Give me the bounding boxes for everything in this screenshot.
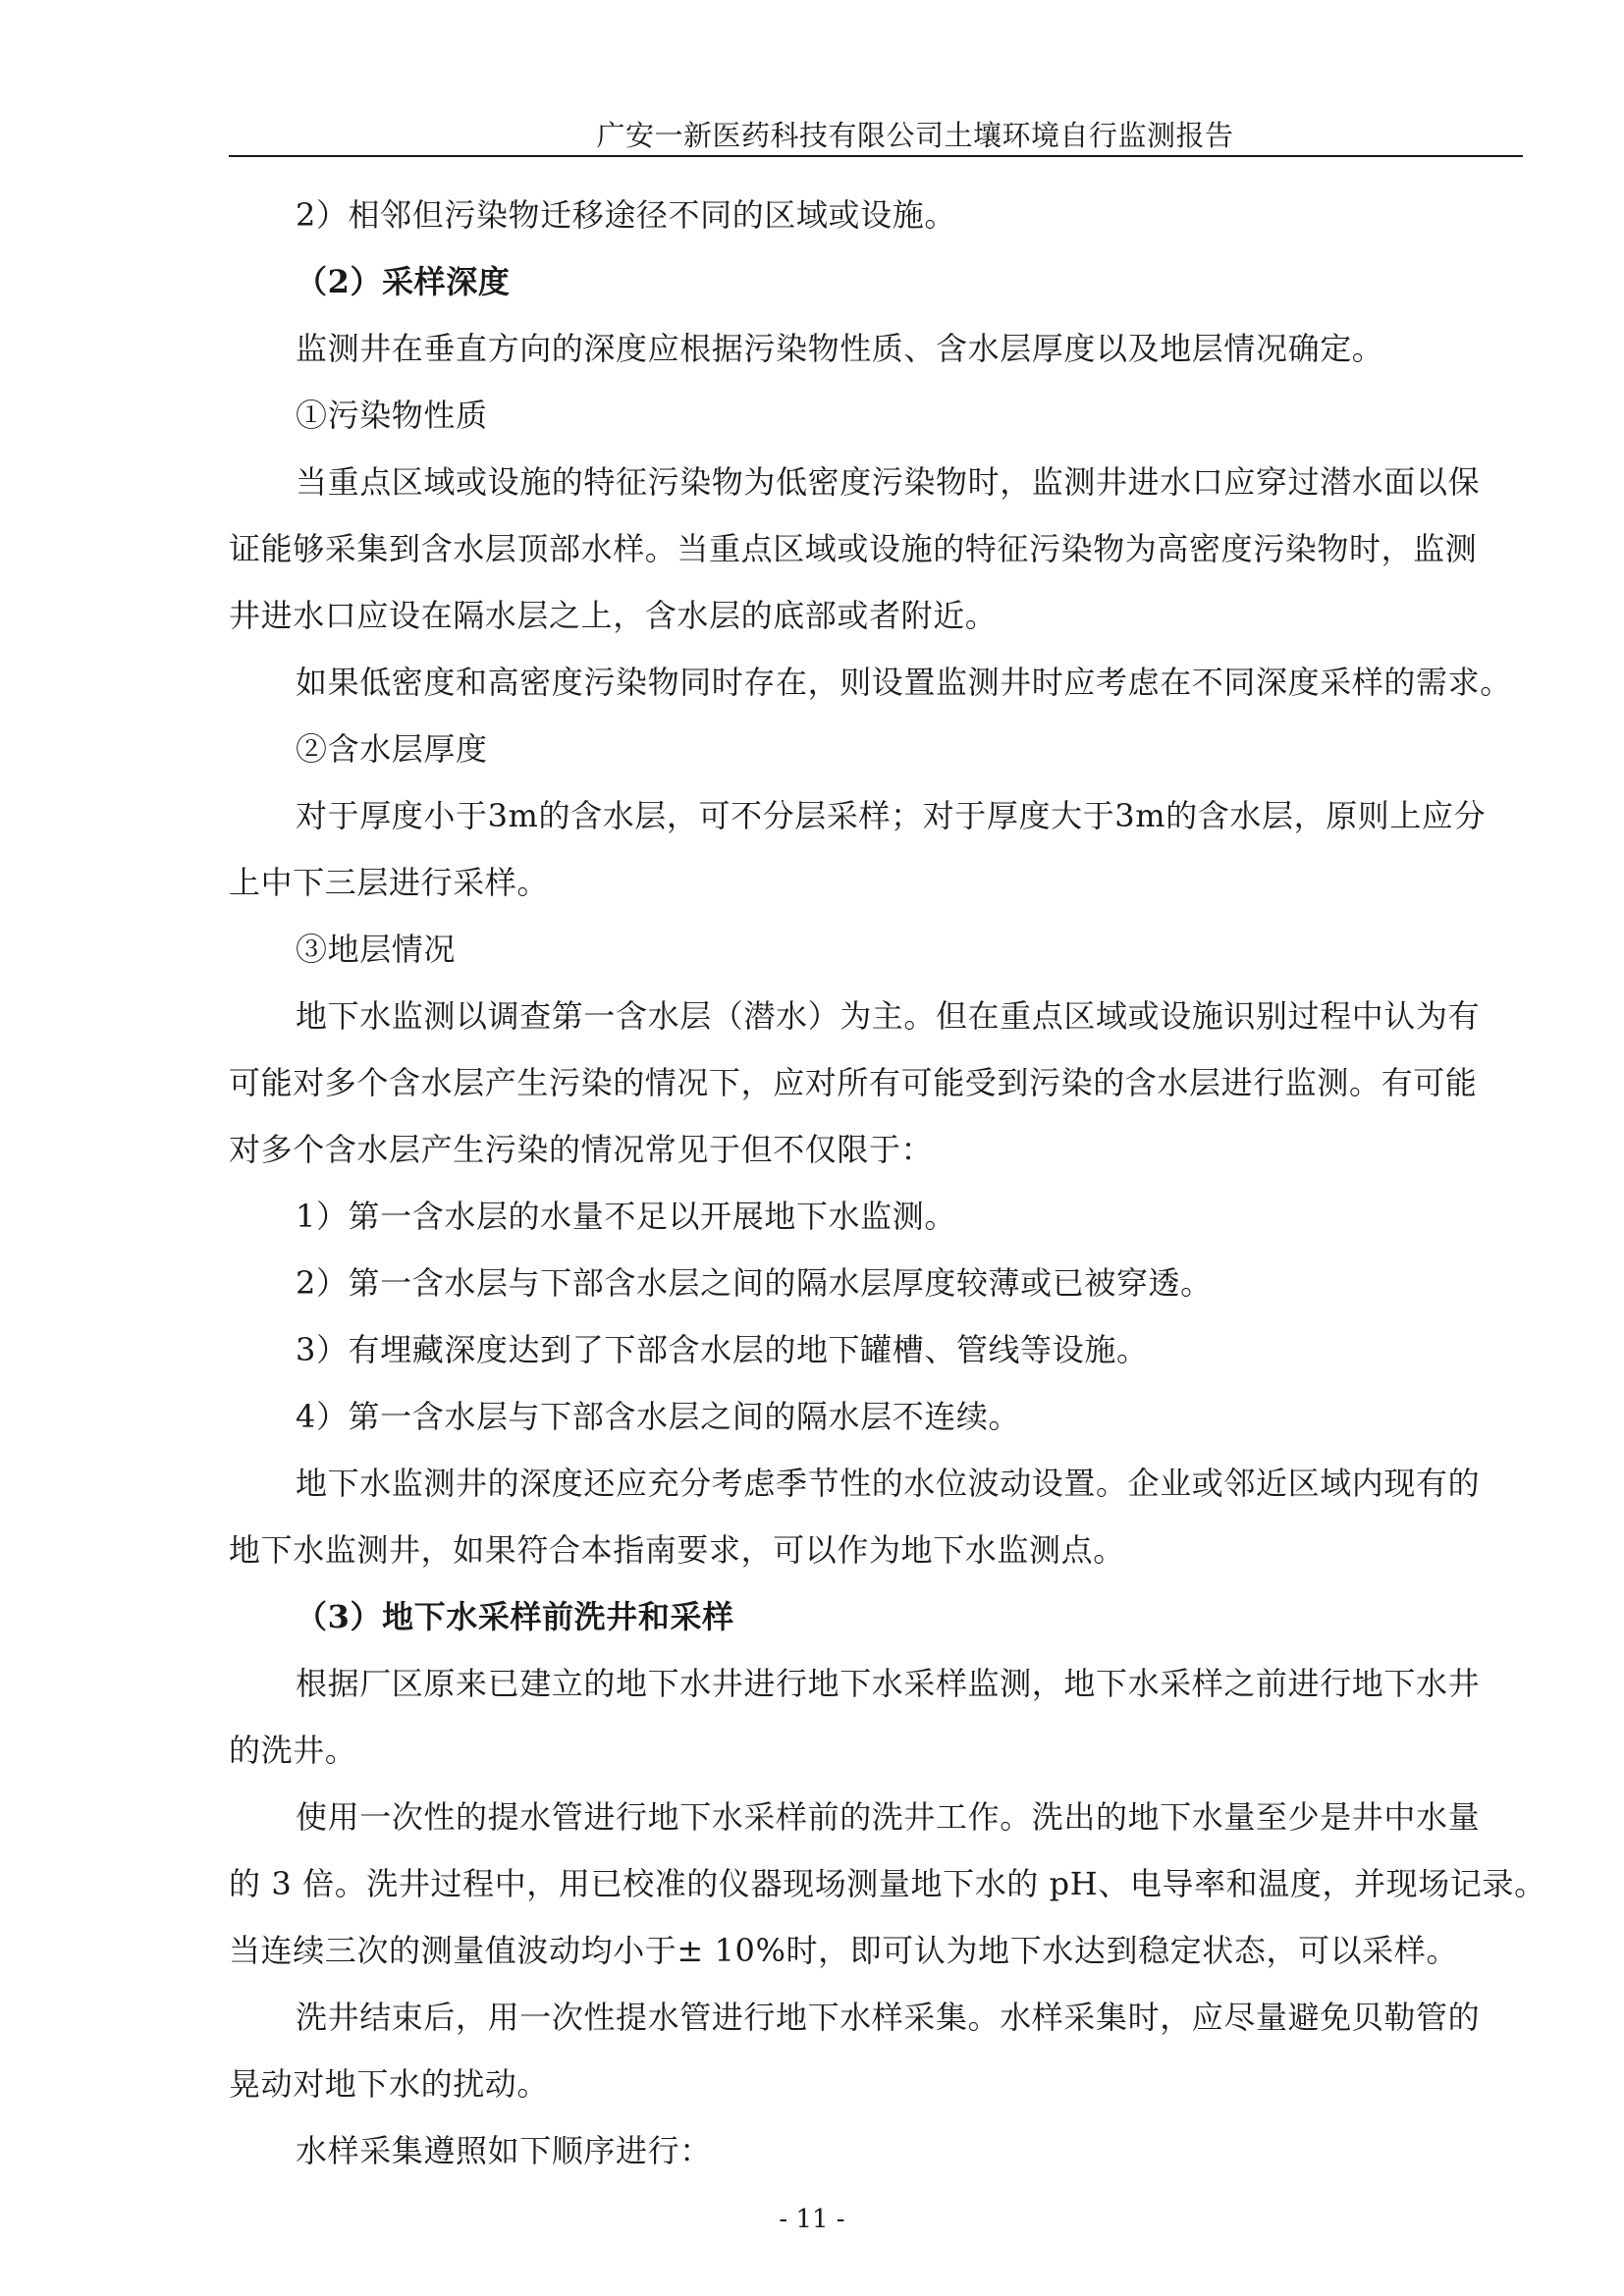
list-item: 1）第一含水层的水量不足以开展地下水监测。 <box>296 1198 956 1235</box>
list-item: 4）第一含水层与下部含水层之间的隔水层不连续。 <box>296 1398 1021 1435</box>
page-header <box>229 110 1523 157</box>
text-line: 的洗井。 <box>229 1732 357 1769</box>
text-line: 对多个含水层产生污染的情况常见于但不仅限于： <box>229 1131 934 1168</box>
paragraph-sample-collection <box>229 1995 1523 2108</box>
text-line: 的 3 倍。洗井过程中，用已校准的仪器现场测量地下水的 pH、电导率和温度，并现场记录。 <box>229 1865 1546 1902</box>
text-line: 根据厂区原来已建立的地下水井进行地下水采样监测，地下水采样之前进行地下水井 <box>296 1665 1481 1702</box>
text-line: 地下水监测井，如果符合本指南要求，可以作为地下水监测点。 <box>229 1531 1125 1569</box>
text-line: 当重点区域或设施的特征污染物为低密度污染物时，监测井进水口应穿过潜水面以保 <box>296 463 1481 501</box>
document-body <box>229 192 1546 2195</box>
paragraph: 监测井在垂直方向的深度应根据污染物性质、含水层厚度以及地层情况确定。 <box>296 330 1384 367</box>
text-line: 上中下三层进行采样。 <box>229 864 550 901</box>
paragraph-aquifer-thickness <box>229 793 1523 906</box>
subheading-aquifer-thickness: ②含水层厚度 <box>296 730 488 768</box>
list-item: 3）有埋藏深度达到了下部含水层的地下罐槽、管线等设施。 <box>296 1331 1149 1368</box>
text-line: 井进水口应设在隔水层之上，含水层的底部或者附近。 <box>229 597 998 634</box>
paragraph-groundwater-monitoring <box>229 993 1523 1173</box>
paragraph: 水样采集遵照如下顺序进行： <box>296 2132 712 2169</box>
section-heading-well-washing: （3）地下水采样前洗井和采样 <box>296 1598 734 1635</box>
paragraph-washing-procedure <box>229 1794 1546 1974</box>
text-line: 使用一次性的提水管进行地下水采样前的洗井工作。洗出的地下水量至少是井中水量 <box>296 1798 1481 1836</box>
text-line: 当连续三次的测量值波动均小于± 10%时，即可认为地下水达到稳定状态，可以采样。 <box>229 1932 1459 1969</box>
list-item: 2）第一含水层与下部含水层之间的隔水层厚度较薄或已被穿透。 <box>296 1264 1213 1302</box>
text-line: 洗井结束后，用一次性提水管进行地下水样采集。水样采集时，应尽量避免贝勒管的 <box>296 1999 1481 2036</box>
text-line: 证能够采集到含水层顶部水样。当重点区域或设施的特征污染物为高密度污染物时，监测 <box>229 530 1478 567</box>
text-line: 地下水监测井的深度还应充分考虑季节性的水位波动设置。企业或邻近区域内现有的 <box>296 1465 1481 1502</box>
paragraph-existing-wells <box>229 1661 1523 1774</box>
paragraph: 如果低密度和高密度污染物同时存在，则设置监测井时应考虑在不同深度采样的需求。 <box>296 664 1512 701</box>
subheading-stratum-conditions: ③地层情况 <box>296 931 457 968</box>
text-line: 可能对多个含水层产生污染的情况下，应对所有可能受到污染的含水层进行监测。有可能 <box>229 1064 1478 1101</box>
text-line: 晃动对地下水的扰动。 <box>229 2065 550 2103</box>
paragraph: 2）相邻但污染物迁移途径不同的区域或设施。 <box>296 196 956 234</box>
section-heading-sampling-depth: （2）采样深度 <box>296 263 511 300</box>
header-title: 广安一新医药科技有限公司土壤环境自行监测报告 <box>596 119 1234 152</box>
page-number: - 11 - <box>779 2205 845 2234</box>
subheading-pollutant-nature: ①污染物性质 <box>296 397 488 434</box>
text-line: 地下水监测以调查第一含水层（潜水）为主。但在重点区域或设施识别过程中认为有 <box>296 997 1481 1035</box>
text-line: 对于厚度小于3m的含水层，可不分层采样；对于厚度大于3m的含水层，原则上应分 <box>296 797 1487 834</box>
paragraph-pollutant-density <box>229 459 1523 639</box>
paragraph-well-depth <box>229 1461 1523 1574</box>
